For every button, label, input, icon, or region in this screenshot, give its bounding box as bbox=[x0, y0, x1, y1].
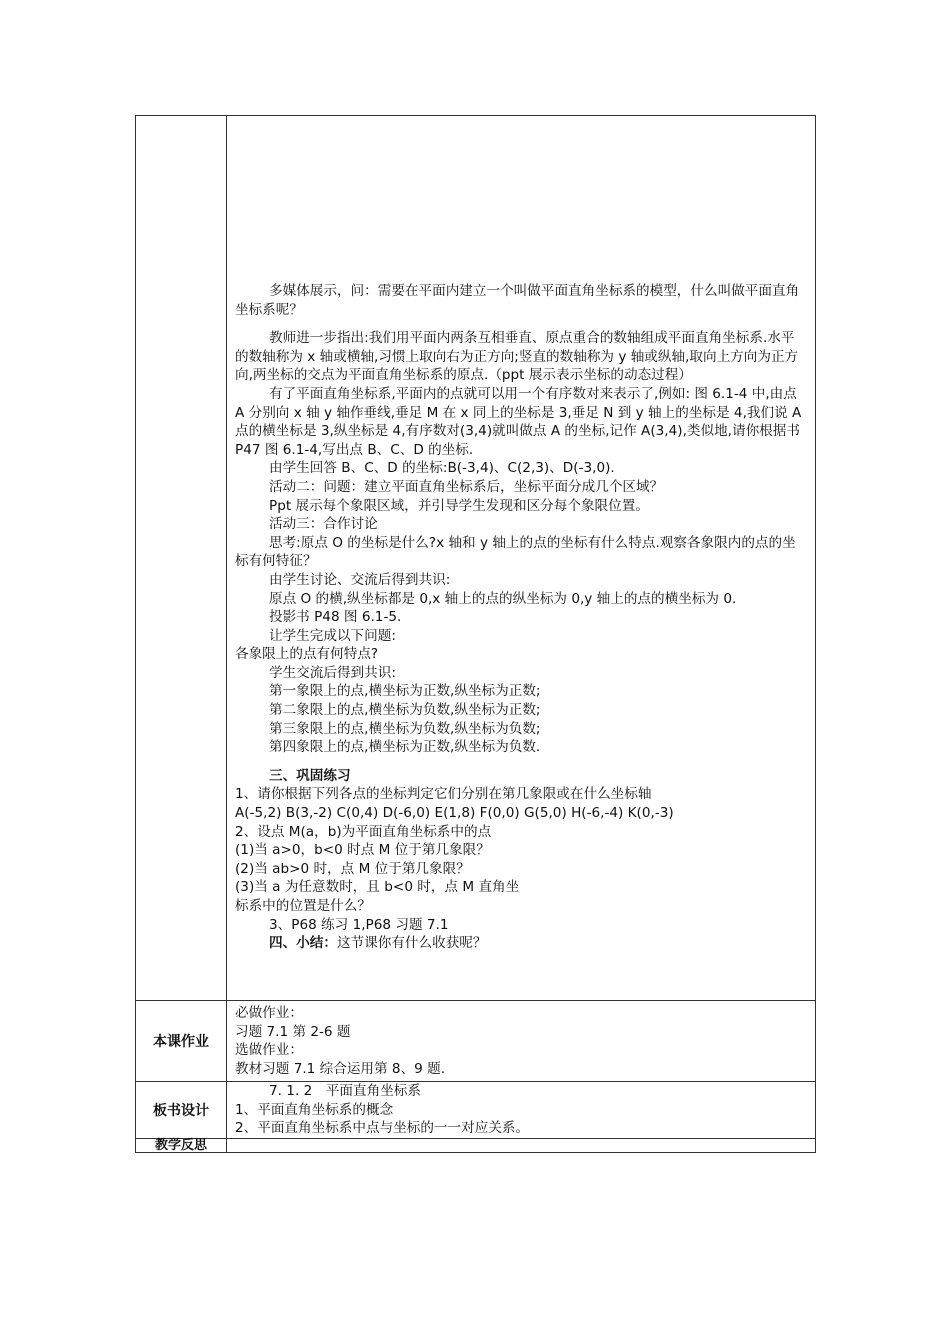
practice-line: (1)当 a>0，b<0 时点 M 位于第几象限？ bbox=[235, 842, 490, 859]
paragraph-quadrant-four: 第四象限上的点,横坐标为正数,纵坐标为负数. bbox=[269, 739, 541, 756]
paragraph-student-answer: 由学生回答 B、C、D 的坐标:B(-3,4)、C(2,3)、D(-3,0). bbox=[269, 460, 615, 477]
process-row bbox=[136, 116, 816, 1001]
practice-line: 1、请你根据下列各点的坐标判定它们分别在第几象限或在什么坐标轴 bbox=[235, 786, 652, 803]
board-label: 板书设计 bbox=[136, 1082, 227, 1139]
paragraph-quadrant-one: 第一象限上的点,横坐标为正数,纵坐标为正数; bbox=[269, 683, 541, 700]
practice-heading: 三、巩固练习 bbox=[269, 767, 351, 784]
paragraph-exchange: 学生交流后得到共识: bbox=[269, 664, 396, 681]
exercise-reference: 3、P68 练习 1,P68 习题 7.1 bbox=[269, 916, 449, 933]
paragraph-ppt-quadrants: Ppt 展示每个象限区域，并引导学生发现和区分每个象限位置。 bbox=[269, 497, 649, 514]
practice-line: (2)当 ab>0 时，点 M 位于第几象限？ bbox=[235, 860, 470, 877]
homework-line: 必做作业： bbox=[235, 1005, 303, 1021]
homework-content bbox=[227, 1001, 816, 1082]
lesson-plan-table bbox=[135, 115, 816, 1153]
board-line: 1、平面直角坐标系的概念 bbox=[235, 1101, 394, 1118]
homework-line: 教材习题 7.1 综合运用第 8、9 题. bbox=[235, 1060, 446, 1077]
summary-text: 这节课你有什么收获呢？ bbox=[336, 935, 487, 952]
paragraph-activity-two: 活动二：问题：建立平面直角坐标系后，坐标平面分成几个区域？ bbox=[269, 478, 664, 495]
paragraph-activity-three: 活动三：合作讨论 bbox=[269, 516, 378, 533]
paragraph-quadrant-two: 第二象限上的点,横坐标为负数,纵坐标为正数; bbox=[269, 702, 541, 719]
paragraph-ordered-pair: 有了平面直角坐标系,平面内的点就可以用一个有序数对来表示了,例如: 图 6.1-4 中,由点 A 分别向 x 轴 y 轴作垂线,垂足 M 在 x 同上的坐标是 3,垂足 N 到 y 轴上的坐标是 4,我们说 A 点的横坐标是 3,纵坐标是 4,有序数对(3,4)就叫做点 A 的坐标,记作 A(3,4),类似地,请你根据书 P47 图 6.1-4,写出点 B、C、D 的坐标. bbox=[235, 385, 802, 458]
board-row bbox=[136, 1082, 816, 1139]
paragraph-let-students: 让学生完成以下问题: bbox=[269, 627, 396, 644]
summary-heading: 四、小结： bbox=[269, 935, 337, 952]
board-content bbox=[227, 1082, 816, 1139]
process-content-cell bbox=[227, 116, 816, 1001]
paragraph-consensus: 由学生讨论、交流后得到共识: bbox=[269, 571, 451, 588]
board-line: 2、平面直角坐标系中点与坐标的一一对应关系。 bbox=[235, 1120, 530, 1137]
homework-label: 本课作业 bbox=[136, 1001, 227, 1082]
reflection-content bbox=[227, 1138, 816, 1152]
practice-line: 标系中的位置是什么？ bbox=[235, 898, 371, 914]
paragraph-question: 各象限上的点有何特点? bbox=[235, 646, 379, 663]
board-title: 7. 1. 2 平面直角坐标系 bbox=[269, 1083, 421, 1099]
process-label-cell bbox=[136, 116, 227, 1001]
paragraph-think: 思考:原点 O 的坐标是什么?x 轴和 y 轴上的点的坐标有什么特点.观察各象限内的点的坐标有何特征？ bbox=[235, 534, 796, 570]
paragraph-media: 多媒体展示，问：需要在平面内建立一个叫做平面直角坐标系的模型，什么叫做平面直角坐标系呢？ bbox=[235, 283, 800, 318]
reflection-row bbox=[136, 1138, 816, 1152]
homework-row bbox=[136, 1001, 816, 1082]
paragraph-quadrant-three: 第三象限上的点,横坐标为负数,纵坐标为负数; bbox=[269, 720, 541, 737]
paragraph-teacher: 教师进一步指出:我们用平面内两条互相垂直、原点重合的数轴组成平面直角坐标系.水平的数轴称为 x 轴或横轴,习惯上取向右为正方向;竖直的数轴称为 y 轴或纵轴,取向上方向为正方向,两坐标的交点为平面直角坐标系的原点.（ppt 展示表示坐标的动态过程） bbox=[235, 330, 799, 384]
summary-line bbox=[235, 934, 807, 953]
homework-line: 习题 7.1 第 2-6 题 bbox=[235, 1023, 351, 1040]
reflection-label: 教学反思 bbox=[136, 1138, 227, 1152]
practice-line: 2、设点 M(a，b)为平面直角坐标系中的点 bbox=[235, 823, 492, 840]
practice-line: A(-5,2) B(3,-2) C(0,4) D(-6,0) E(1,8) F(0,0) G(5,0) H(-6,-4) K(0,-3) bbox=[235, 805, 674, 822]
homework-line: 选做作业： bbox=[235, 1042, 303, 1059]
paragraph-projection: 投影书 P48 图 6.1-5. bbox=[269, 609, 402, 626]
practice-line: (3)当 a 为任意数时，且 b<0 时，点 M 直角坐 bbox=[235, 879, 520, 896]
paragraph-origin: 原点 O 的横,纵坐标都是 0,x 轴上的点的纵坐标为 0,y 轴上的点的横坐标为 0. bbox=[269, 590, 737, 607]
